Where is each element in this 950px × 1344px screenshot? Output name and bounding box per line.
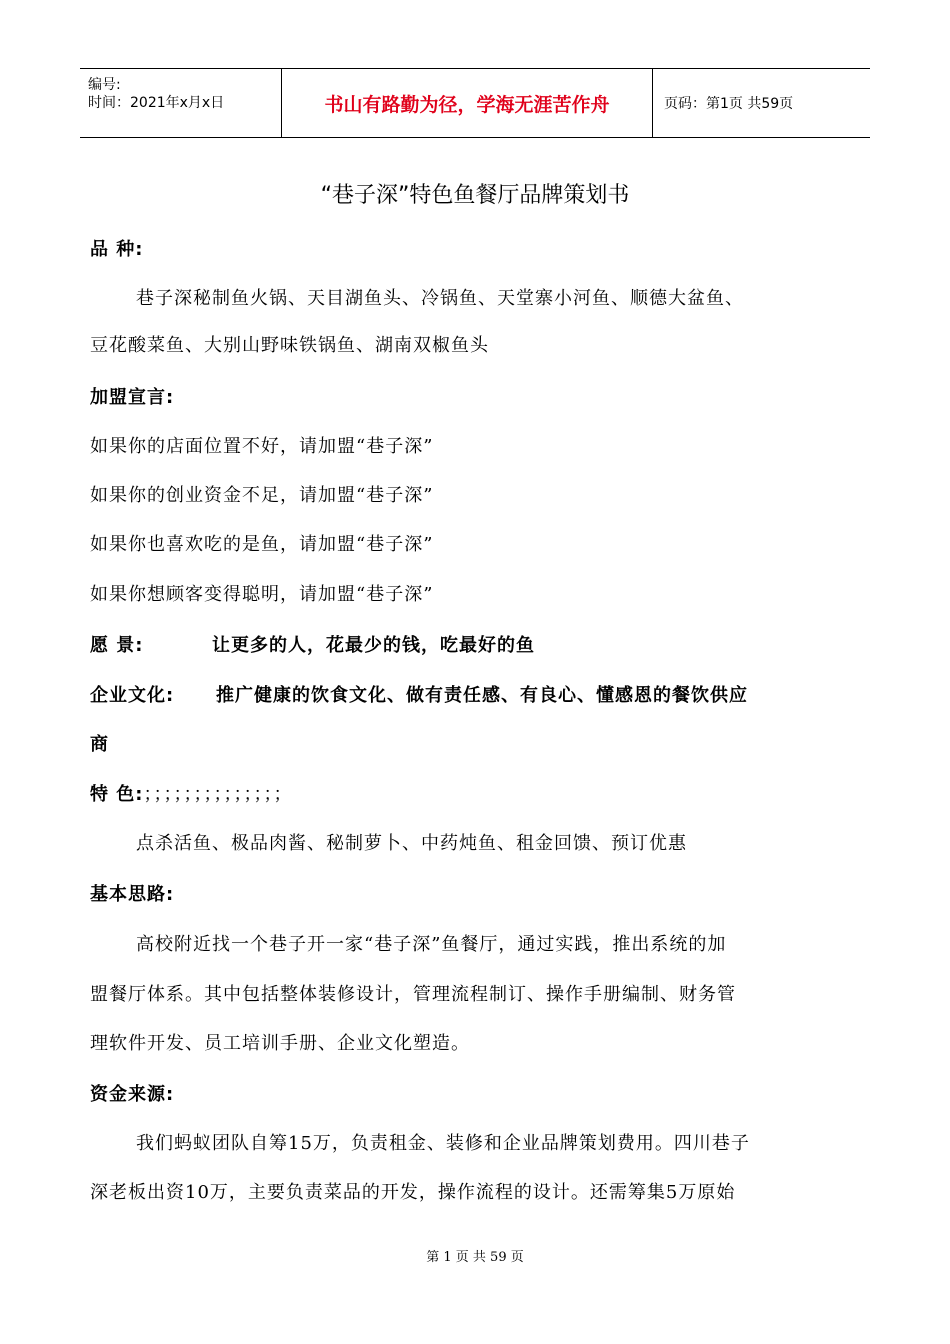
funding-heading: 资金来源: xyxy=(90,1084,175,1105)
vision-row xyxy=(90,631,535,657)
idea-line-2: 盟餐厅体系。其中包括整体装修设计，管理流程制订、操作手册编制、财务管 xyxy=(90,984,736,1005)
culture-row xyxy=(90,681,748,707)
culture-text: 推广健康的饮食文化、做有责任感、有良心、懂感恩的餐饮供应 xyxy=(216,685,748,706)
feature-text: 点杀活鱼、极品肉酱、秘制萝卜、中药炖鱼、租金回馈、预订优惠 xyxy=(136,833,687,854)
document-header xyxy=(80,68,870,138)
header-page-info: 页码：第1页 共59页 xyxy=(664,96,794,112)
declaration-heading: 加盟宣言: xyxy=(90,387,175,408)
header-motto: 书山有路勤为径，学海无涯苦作舟 xyxy=(282,69,653,137)
variety-line-2: 豆花酸菜鱼、大别山野味铁锅鱼、湖南双椒鱼头 xyxy=(90,335,489,356)
page-footer: 第 1 页 共 59 页 xyxy=(426,1250,524,1265)
declaration-line-3: 如果你也喜欢吃的是鱼，请加盟“巷子深” xyxy=(90,534,434,555)
funding-line-1: 我们蚂蚁团队自筹15万，负责租金、装修和企业品牌策划费用。四川巷子 xyxy=(136,1133,750,1154)
document-title: “巷子深”特色鱼餐厅品牌策划书 xyxy=(320,183,630,208)
variety-heading: 品 种: xyxy=(90,239,144,260)
vision-heading: 愿 景: xyxy=(90,635,144,656)
feature-row xyxy=(90,780,292,806)
vision-text: 让更多的人，花最少的钱，吃最好的鱼 xyxy=(212,635,535,656)
time-label: 时间：2021年x月x日 xyxy=(88,95,225,111)
culture-text-cont: 商 xyxy=(90,734,109,755)
feature-heading: 特 色: xyxy=(90,784,144,805)
idea-line-3: 理软件开发、员工培训手册、企业文化塑造。 xyxy=(90,1033,470,1054)
declaration-line-4: 如果你想顾客变得聪明，请加盟“巷子深” xyxy=(90,584,434,605)
header-meta-cell xyxy=(80,69,282,137)
funding-line-2: 深老板出资10万，主要负责菜品的开发，操作流程的设计。还需筹集5万原始 xyxy=(90,1182,736,1203)
feature-semicolons: ；；；；；；；；；；；；；； xyxy=(143,784,293,805)
idea-line-1: 高校附近找一个巷子开一家“巷子深”鱼餐厅，通过实践，推出系统的加 xyxy=(136,934,727,955)
declaration-line-1: 如果你的店面位置不好，请加盟“巷子深” xyxy=(90,436,434,457)
variety-line-1: 巷子深秘制鱼火锅、天目湖鱼头、冷锅鱼、天堂寨小河鱼、顺德大盆鱼、 xyxy=(136,288,744,309)
declaration-line-2: 如果你的创业资金不足，请加盟“巷子深” xyxy=(90,485,434,506)
idea-heading: 基本思路: xyxy=(90,884,175,905)
culture-heading: 企业文化: xyxy=(90,685,175,706)
number-label: 编号: xyxy=(88,77,121,93)
